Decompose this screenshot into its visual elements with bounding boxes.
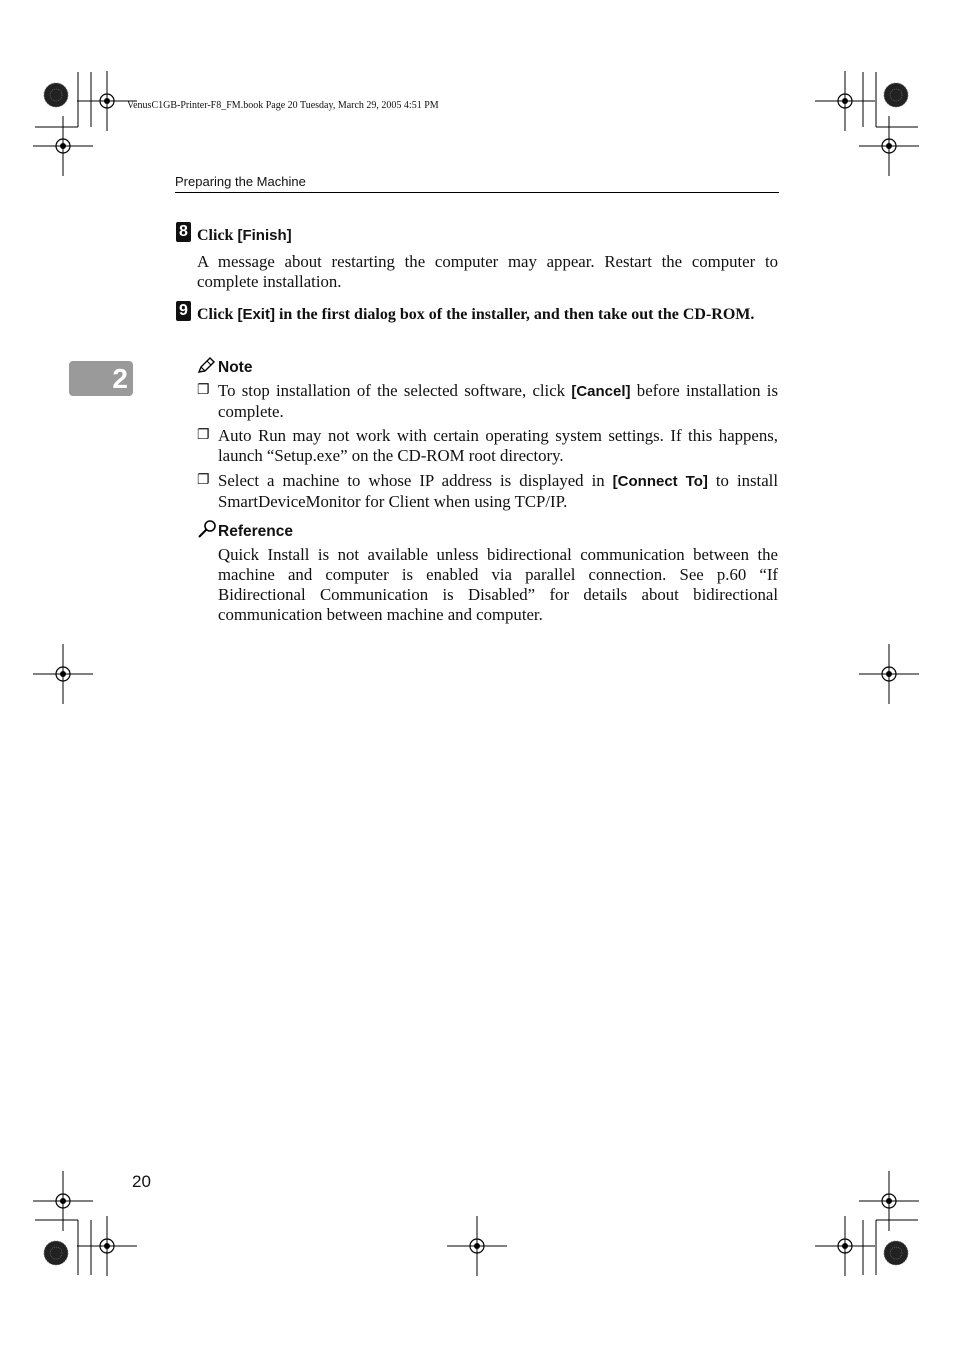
note-heading: Note	[218, 359, 253, 376]
step-title-text: Click	[197, 306, 238, 323]
bullet-icon: ❐	[197, 473, 210, 488]
file-header: VenusC1GB-Printer-F8_FM.book Page 20 Tuesday, March 29, 2005 4:51 PM	[127, 100, 439, 111]
note-item	[218, 471, 778, 512]
note-text: To stop installation of the selected software, click	[218, 381, 572, 400]
reference-heading: Reference	[218, 523, 293, 540]
reference-body: Quick Install is not available unless bidirectional communication between the machine and computer is enabled via parallel connection. See p.60 “If Bidirectional Communication is Disabled” for details about bidirectional communication between machine and computer.	[218, 545, 778, 624]
note-text: Auto Run may not work with certain operating system settings. If this happens, launch “Setup.exe” on the CD-ROM root directory.	[218, 426, 778, 465]
cancel-key: [Cancel]	[571, 383, 631, 400]
step-number-badge: 8	[176, 222, 191, 242]
note-item	[218, 426, 778, 466]
note-text: Select a machine to whose IP address is displayed in	[218, 471, 613, 490]
step-title-text: in the first dialog box of the installer, and then take out the CD-ROM.	[274, 306, 755, 323]
running-head: Preparing the Machine	[175, 174, 306, 189]
step-title	[197, 226, 292, 246]
step-number-badge: 9	[176, 301, 191, 321]
magnifier-icon	[197, 519, 217, 539]
note-text: to install SmartDeviceMonitor for Client when using TCP/IP.	[218, 471, 778, 511]
chapter-tab: 2	[69, 361, 133, 396]
note-text: before installation is complete.	[218, 381, 778, 421]
pencil-icon	[197, 357, 215, 375]
header-rule	[175, 192, 779, 193]
connect-to-key: [Connect To]	[612, 473, 708, 490]
note-item	[218, 381, 778, 422]
finish-key: [Finish]	[237, 227, 292, 244]
bullet-icon: ❐	[197, 383, 210, 398]
step-body: A message about restarting the computer may appear. Restart the computer to complete installation.	[197, 252, 778, 291]
bullet-icon: ❐	[197, 428, 210, 443]
page-number: 20	[132, 1172, 151, 1191]
exit-key: [Exit]	[237, 306, 275, 323]
step-title	[197, 305, 778, 325]
step-title-text: Click	[197, 227, 238, 244]
